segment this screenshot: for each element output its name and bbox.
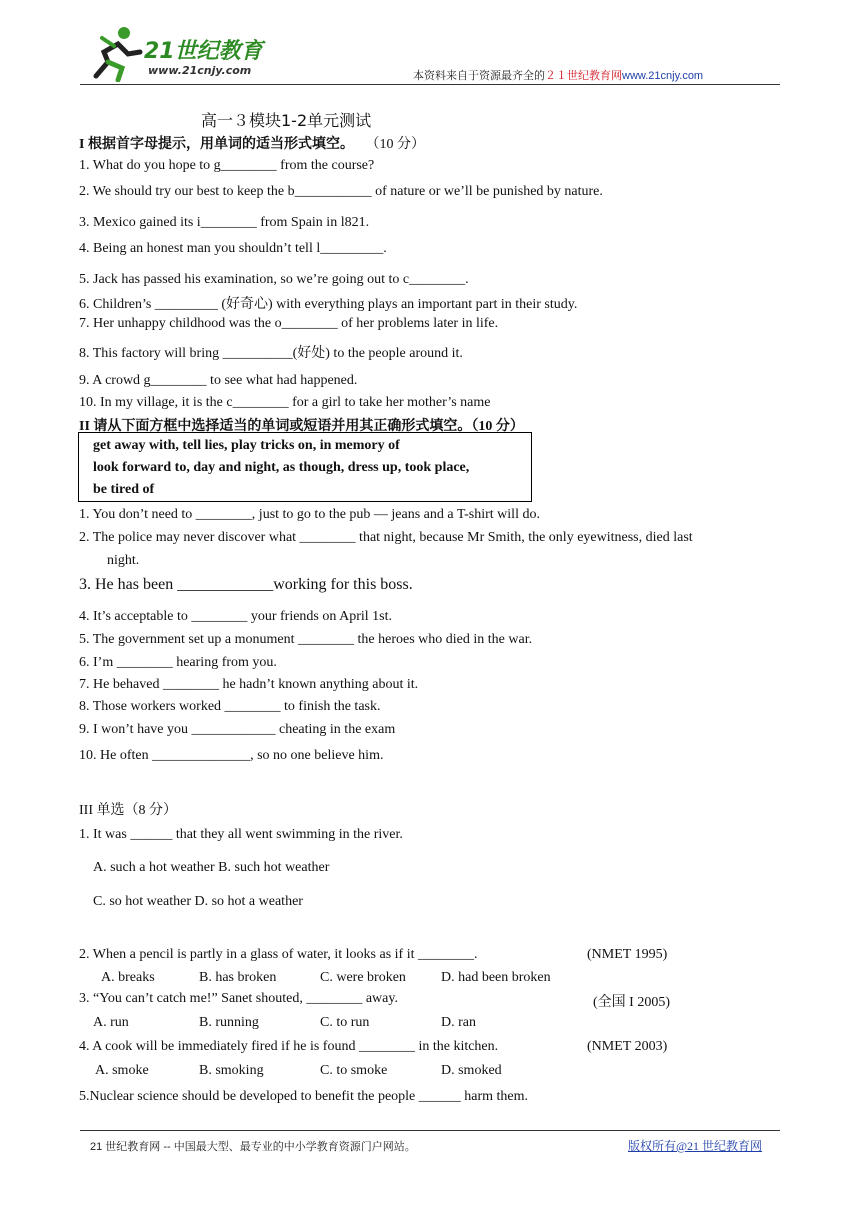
section1-item: 9. A crowd g________ to see what had happened.	[79, 373, 358, 388]
question-3-option: D. ran	[441, 1015, 476, 1030]
question-4-option: C. to smoke	[320, 1063, 388, 1078]
footer-rule	[80, 1130, 780, 1131]
question-1-stem: 1. It was ______ that they all went swimming in the river.	[79, 827, 403, 842]
section2-item: 6. I’m ________ hearing from you.	[79, 655, 277, 670]
word-box-line: get away with, tell lies, play tricks on, in memory of	[93, 438, 400, 453]
question-2-stem: 2. When a pencil is partly in a glass of water, it looks as if it ________.	[79, 947, 478, 962]
question-1-options: A. such a hot weather B. such hot weather	[93, 860, 330, 875]
section1-item: 5. Jack has passed his examination, so we’re going out to c________.	[79, 272, 469, 287]
header-note-site[interactable]: www.21cnjy.com	[622, 70, 704, 82]
section1-item: 3. Mexico gained its i________ from Spain in l821.	[79, 215, 370, 230]
question-2-option: D. had been broken	[441, 970, 551, 985]
question-3-option: A. run	[93, 1015, 129, 1030]
section1-item: 1. What do you hope to g________ from the course?	[79, 158, 375, 173]
page-title: 高一３模块1-2单元测试	[201, 111, 372, 130]
section2-item: 8. Those workers worked ________ to finish the task.	[79, 699, 381, 714]
section1-item: 7. Her unhappy childhood was the o________ of her problems later in life.	[79, 316, 499, 331]
section3-heading: III 单选（8 分）	[79, 803, 177, 818]
header-rule	[80, 84, 780, 85]
section1-item: 6. Children’s _________ (好奇心) with everything plays an important part in their study.	[79, 297, 578, 312]
section2-item: 4. It’s acceptable to ________ your friends on April 1st.	[79, 609, 392, 624]
section2-heading: II 请从下面方框中选择适当的单词或短语并用其正确形式填空。（10 分）	[79, 419, 524, 434]
section2-item: 7. He behaved ________ he hadn’t known anything about it.	[79, 677, 419, 692]
question-1-options: C. so hot weather D. so hot a weather	[93, 894, 303, 909]
question-2-option: B. has broken	[199, 970, 277, 985]
header-note	[413, 67, 703, 83]
section1-points: （10 分）	[365, 137, 425, 152]
question-5-stem: 5.Nuclear science should be developed to benefit the people ______ harm them.	[79, 1089, 529, 1104]
footer-copyright-link[interactable]: 版权所有@21 世纪教育网	[628, 1139, 763, 1153]
question-3-source: (全国 I 2005)	[593, 995, 670, 1010]
question-4-stem: 4. A cook will be immediately fired if he is found ________ in the kitchen.	[79, 1039, 499, 1054]
section2-item: 1. You don’t need to ________, just to go to the pub — jeans and a T-shirt will do.	[79, 507, 540, 522]
section1-item: 2. We should try our best to keep the b___________ of nature or we’ll be punished by nature.	[79, 184, 603, 199]
question-2-option: C. were broken	[320, 970, 406, 985]
section1-item: 10. In my village, it is the c________ for a girl to take her mother’s name	[79, 395, 491, 410]
word-box-line: be tired of	[93, 482, 155, 497]
question-4-option: B. smoking	[199, 1063, 264, 1078]
word-box	[78, 432, 532, 502]
section2-item: 10. He often ______________, so no one believe him.	[79, 748, 384, 763]
runner-logo-icon	[84, 24, 148, 82]
question-3-option: C. to run	[320, 1015, 370, 1030]
header-note-prefix: 本资料来自于资源最齐全的	[413, 70, 545, 82]
question-4-option: D. smoked	[441, 1063, 502, 1078]
logo-url: www.21cnjy.com	[148, 64, 252, 77]
question-3-stem: 3. “You can’t catch me!” Sanet shouted, ________ away.	[79, 991, 398, 1006]
question-2-option: A. breaks	[101, 970, 155, 985]
question-4-option: A. smoke	[95, 1063, 149, 1078]
section1-item: 4. Being an honest man you shouldn’t tell l_________.	[79, 241, 387, 256]
section2-item: 5. The government set up a monument ________ the heroes who died in the war.	[79, 632, 533, 647]
header-note-brand: ２１世纪教育网	[545, 70, 622, 82]
logo-text: 21世纪教育	[144, 39, 263, 64]
section2-item: 3. He has been ____________working for this boss.	[79, 576, 413, 593]
question-4-source: (NMET 2003)	[587, 1039, 668, 1054]
footer-text: 21 世纪教育网 -- 中国最大型、最专业的中小学教育资源门户网站。	[90, 1141, 416, 1153]
section2-item: 9. I won’t have you ____________ cheating in the exam	[79, 722, 396, 737]
question-2-source: (NMET 1995)	[587, 947, 668, 962]
question-3-option: B. running	[199, 1015, 259, 1030]
word-box-line: look forward to, day and night, as though, dress up, took place,	[93, 460, 470, 475]
section2-item: night.	[107, 553, 140, 568]
section2-item: 2. The police may never discover what ________ that night, because Mr Smith, the only eyewitness, died last	[79, 530, 693, 545]
section1-item: 8. This factory will bring __________(好处) to the people around it.	[79, 346, 463, 361]
logo	[84, 24, 284, 84]
section1-heading	[79, 133, 425, 153]
section1-heading-text: I 根据首字母提示，用单词的适当形式填空。	[79, 137, 354, 152]
